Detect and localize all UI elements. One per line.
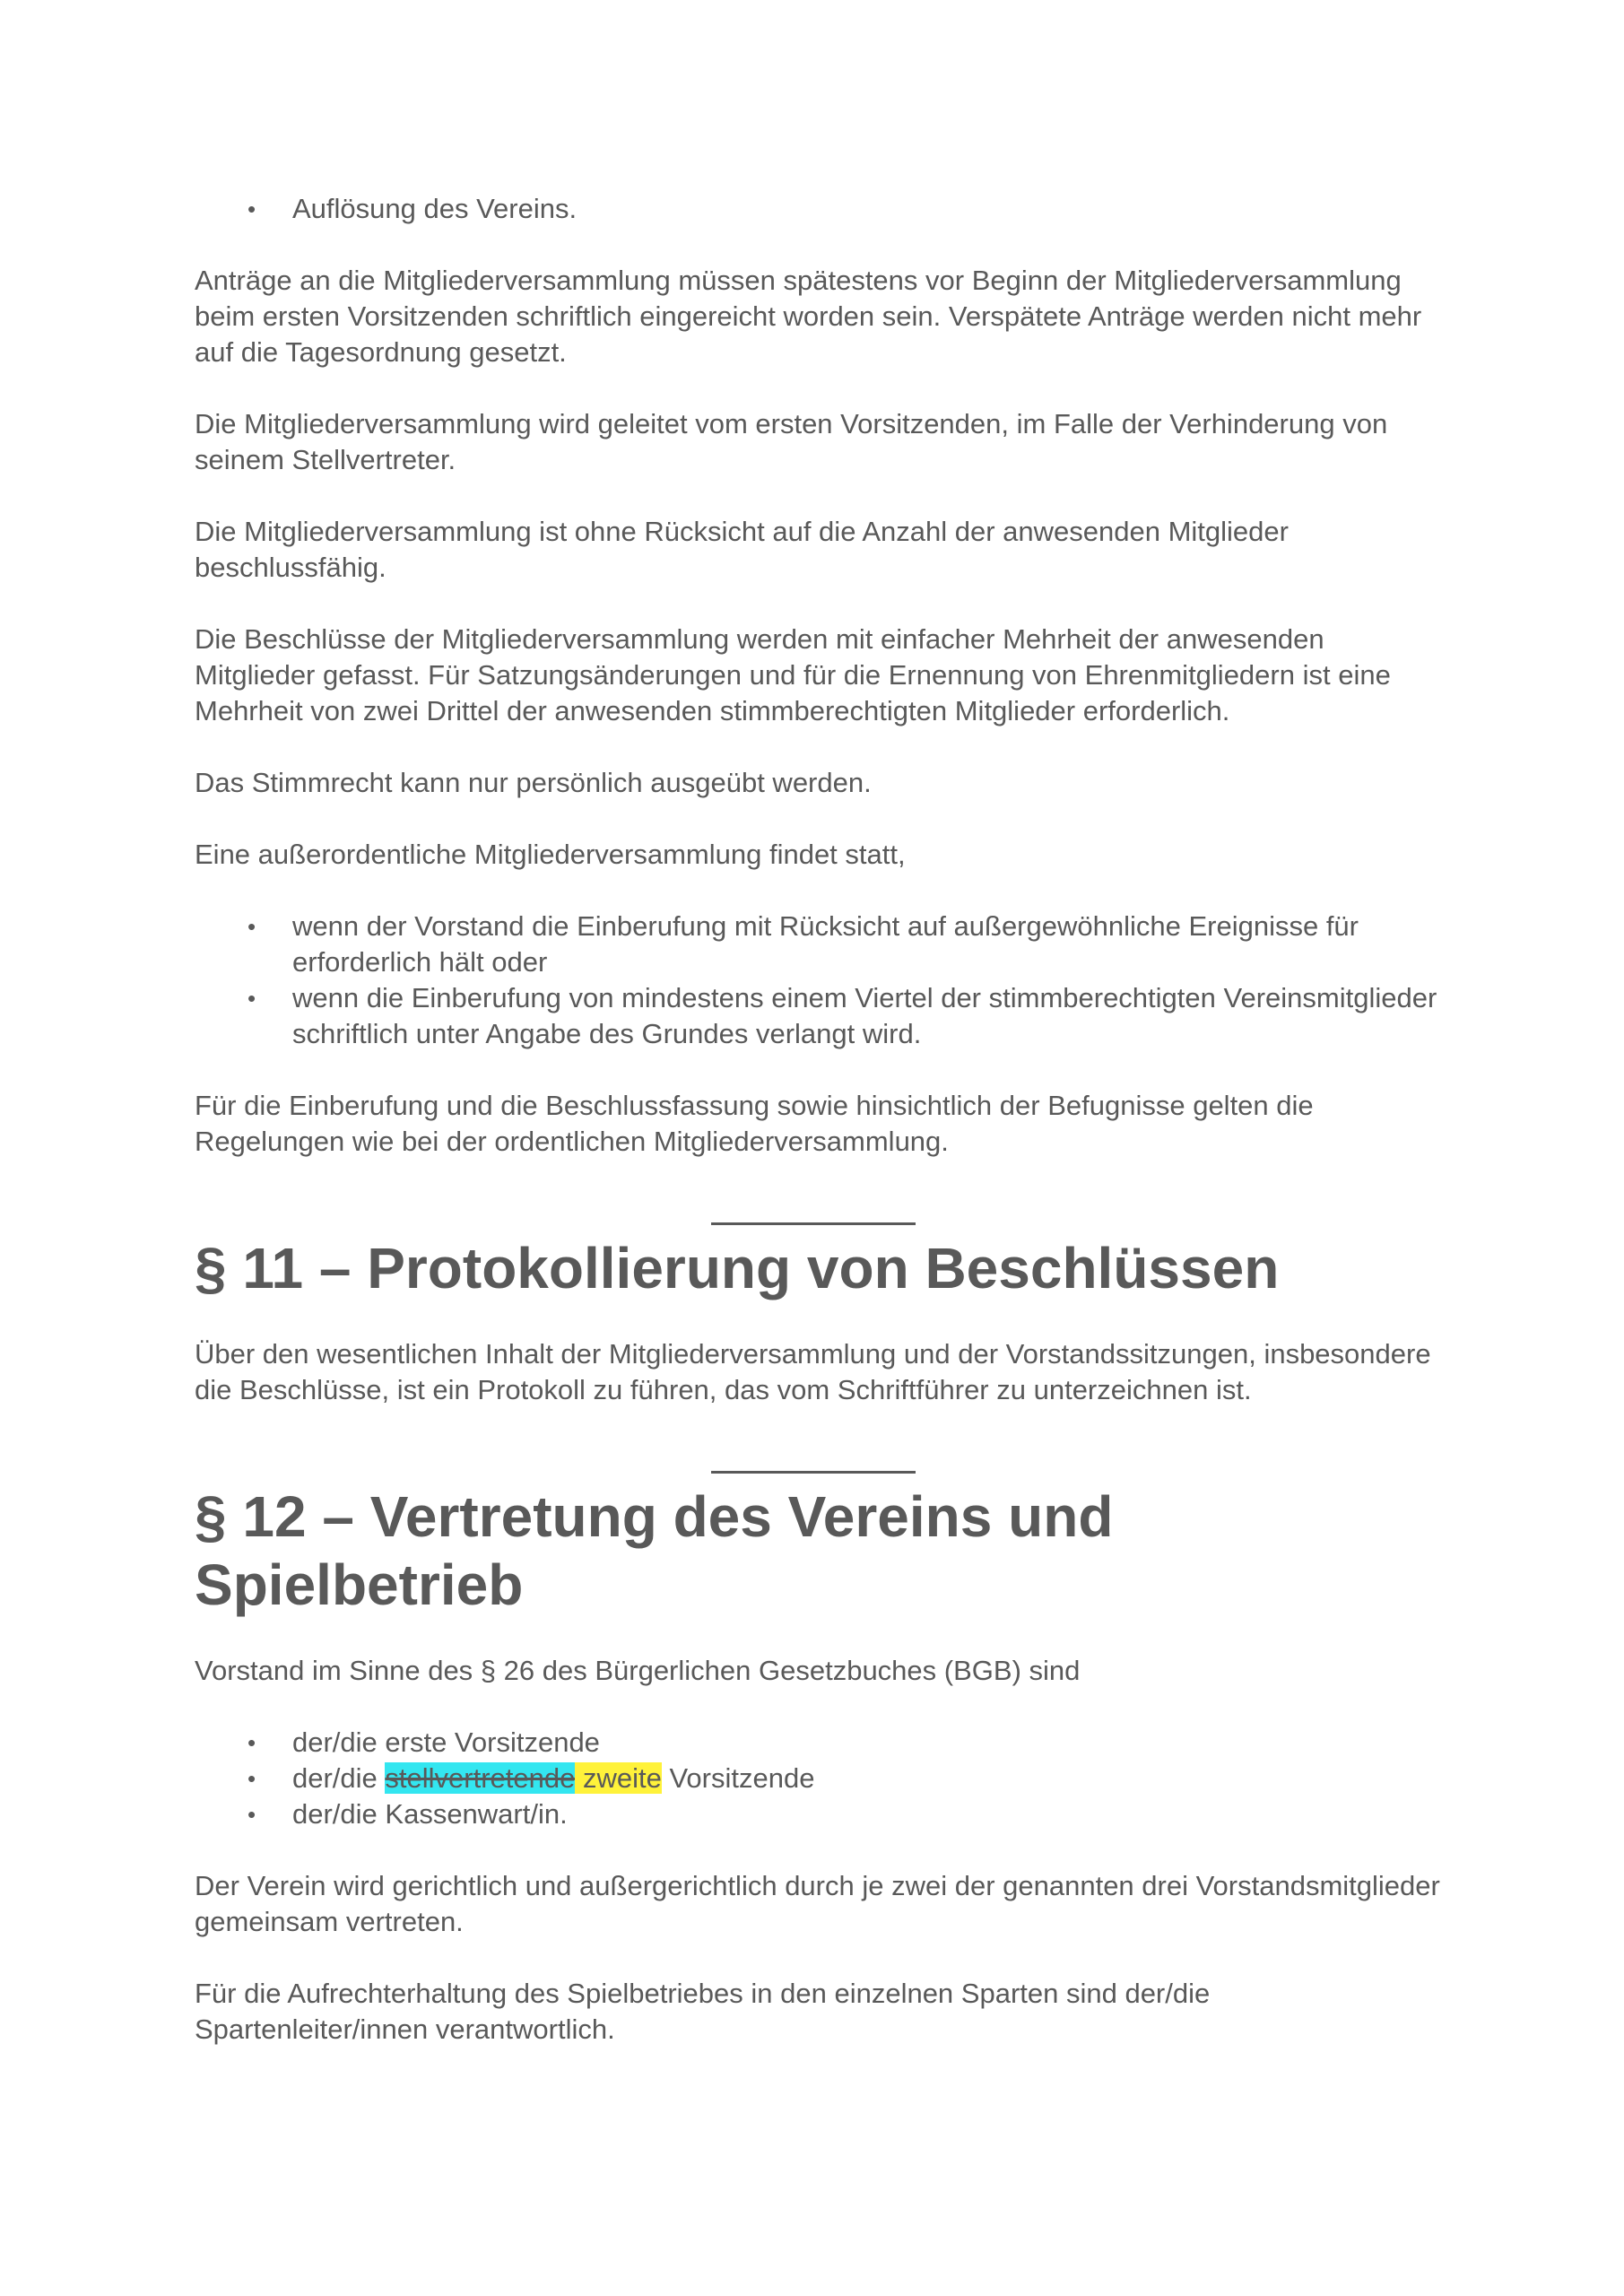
document-page <box>195 191 1450 2083</box>
list-item-prefix: der/die <box>292 1762 386 1794</box>
bullet-list-ausserordentlich <box>195 909 1450 1052</box>
paragraph-vertretung: Der Verein wird gerichtlich und außergerichtlich durch je zwei der genannten drei Vorstandsmitglieder gemeinsam vertreten. <box>195 1870 1440 1937</box>
paragraph-beschlussfaehig: Die Mitgliederversammlung ist ohne Rücksicht auf die Anzahl der anwesenden Mitglieder beschlussfähig. <box>195 516 1289 583</box>
paragraph-stimmrecht: Das Stimmrecht kann nur persönlich ausgeübt werden. <box>195 767 872 798</box>
section-divider <box>711 1471 916 1474</box>
list-item <box>195 980 1450 1052</box>
section-12-heading: § 12 – Vertretung des Vereins und Spielbetrieb <box>195 1484 1114 1617</box>
bullet-icon: • <box>248 1765 256 1792</box>
list-item-text: wenn der Vorstand die Einberufung mit Rücksicht auf außergewöhnliche Ereignisse für erforderlich hält oder <box>292 910 1359 978</box>
paragraph-beschluesse: Die Beschlüsse der Mitgliederversammlung werden mit einfacher Mehrheit der anwesenden Mitglieder gefasst. Für Satzungsänderungen und für die Ernennung von Ehrenmitgliedern ist eine Mehrheit von zwei Drittel der anwesenden stimmberechtigten Mitglieder erforderlich. <box>195 623 1391 726</box>
paragraph-leitung: Die Mitgliederversammlung wird geleitet vom ersten Vorsitzenden, im Falle der Verhinderung von seinem Stellvertreter. <box>195 408 1388 475</box>
paragraph-antraege: Anträge an die Mitgliederversammlung müssen spätestens vor Beginn der Mitgliederversammlung beim ersten Vorsitzenden schriftlich eingereicht worden sein. Verspätete Anträge werden nicht mehr auf die Tagesordnung gesetzt. <box>195 265 1422 368</box>
list-item-suffix: Vorsitzende <box>661 1762 815 1794</box>
list-item <box>195 1725 1450 1761</box>
bullet-icon: • <box>248 1729 256 1756</box>
list-item <box>195 1761 1450 1796</box>
section-11-heading: § 11 – Protokollierung von Beschlüssen <box>195 1236 1280 1300</box>
list-item-text: wenn die Einberufung von mindestens einem Viertel der stimmberechtigten Vereinsmitglieder schriftlich unter Angabe des Grundes verlangt wird. <box>292 982 1437 1049</box>
paragraph-ausserordentlich: Eine außerordentliche Mitgliederversammlung findet statt, <box>195 839 906 870</box>
bullet-icon: • <box>248 913 256 940</box>
bullet-list-vorstand <box>195 1725 1450 1832</box>
tracked-deletion: stellvertretende <box>385 1762 576 1794</box>
bullet-icon: • <box>248 985 256 1012</box>
section-12-intro: Vorstand im Sinne des § 26 des Bürgerlichen Gesetzbuches (BGB) sind <box>195 1655 1081 1686</box>
list-item <box>195 909 1450 980</box>
list-item-text: Auflösung des Vereins. <box>292 193 578 224</box>
bullet-icon: • <box>248 1801 256 1828</box>
section-divider <box>711 1222 916 1225</box>
paragraph-spielbetrieb: Für die Aufrechterhaltung des Spielbetriebes in den einzelnen Sparten sind der/die Spartenleiter/innen verantwortlich. <box>195 1978 1211 2045</box>
list-item <box>195 191 1450 227</box>
bullet-list-top <box>195 191 1450 227</box>
bullet-icon: • <box>248 196 256 222</box>
tracked-insertion: zweite <box>575 1762 662 1794</box>
paragraph-einberufung: Für die Einberufung und die Beschlussfassung sowie hinsichtlich der Befugnisse gelten die Regelungen wie bei der ordentlichen Mitgliederversammlung. <box>195 1090 1314 1157</box>
list-item-text: der/die erste Vorsitzende <box>292 1726 600 1758</box>
section-11-body: Über den wesentlichen Inhalt der Mitgliederversammlung und der Vorstandssitzungen, insbesondere die Beschlüsse, ist ein Protokoll zu führen, das vom Schriftführer zu unterzeichnen ist. <box>195 1338 1431 1405</box>
list-item <box>195 1796 1450 1832</box>
list-item-text: der/die Kassenwart/in. <box>292 1798 568 1830</box>
